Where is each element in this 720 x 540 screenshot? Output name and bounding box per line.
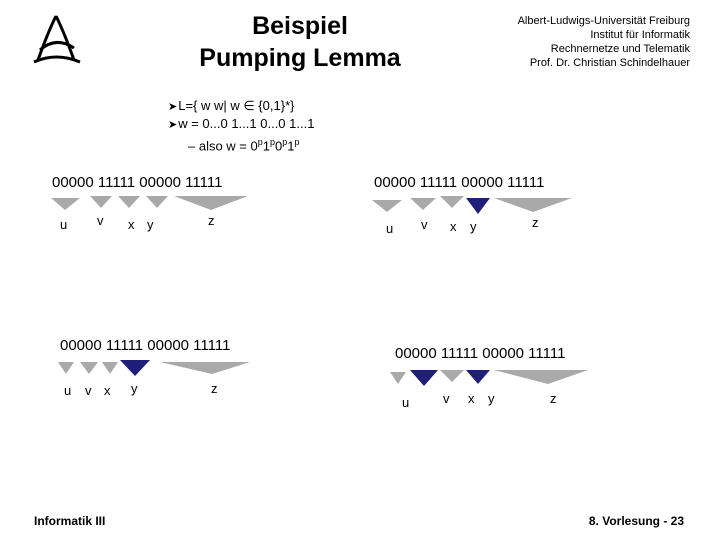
segment-v-marker xyxy=(80,362,98,374)
bullet-arrow-icon: ➤ xyxy=(168,100,178,113)
formula-exp: p xyxy=(257,137,263,147)
segment-u-marker xyxy=(58,362,74,374)
segment-z-marker xyxy=(160,362,250,374)
segment-x-marker xyxy=(102,362,118,374)
institution-line: Albert-Ludwigs-Universität Freiburg xyxy=(517,15,690,27)
diagram-1-string: 00000 11111 00000 11111 xyxy=(52,174,223,191)
segment-v-marker xyxy=(90,196,112,208)
diagram-4-string: 00000 11111 00000 11111 xyxy=(395,345,566,362)
footer-lecture: 8. Vorlesung - 23 xyxy=(588,514,684,528)
title-line-2: Pumping Lemma xyxy=(199,44,401,72)
institution-line: Prof. Dr. Christian Schindelhauer xyxy=(529,57,690,69)
segment-label-v: v xyxy=(85,383,92,398)
segment-v-marker xyxy=(410,198,436,210)
segment-label-y: y xyxy=(488,391,495,406)
segment-label-v: v xyxy=(97,213,104,228)
segment-x-marker xyxy=(440,370,464,382)
segment-x-marker xyxy=(118,196,140,208)
segment-label-x: x xyxy=(104,383,111,398)
segment-label-u: u xyxy=(402,395,410,410)
formula-0: 0 xyxy=(250,138,258,154)
footer-course: Informatik III xyxy=(34,514,106,528)
formula-exp: p xyxy=(270,137,276,147)
diagram-3-string: 00000 11111 00000 11111 xyxy=(60,337,231,354)
title-line-1: Beispiel xyxy=(252,12,348,40)
segment-label-z: z xyxy=(532,215,539,230)
formula-1: 1 xyxy=(287,138,295,154)
bullet-text: L={ w w| w ∈ {0,1}*} xyxy=(178,98,295,113)
segment-z-marker xyxy=(494,198,572,212)
institution-line: Institut für Informatik xyxy=(590,29,690,41)
segment-label-v: v xyxy=(443,391,450,406)
segment-label-x: x xyxy=(128,217,135,232)
segment-z-marker xyxy=(174,196,248,210)
segment-u-marker xyxy=(372,200,402,212)
segment-u-marker xyxy=(51,198,80,210)
segment-label-z: z xyxy=(208,213,215,228)
segment-y-marker xyxy=(120,360,150,376)
segment-x-marker xyxy=(440,196,464,208)
diagram-2-string: 00000 11111 00000 11111 xyxy=(374,174,545,191)
segment-label-x: x xyxy=(450,219,457,234)
segment-label-u: u xyxy=(60,217,68,232)
bullet-text: – also w = xyxy=(188,138,251,154)
segment-label-y: y xyxy=(470,219,477,234)
segment-label-z: z xyxy=(550,391,557,406)
segment-y-marker xyxy=(466,370,490,384)
segment-u-marker xyxy=(390,372,406,384)
segment-label-y: y xyxy=(131,381,138,396)
segment-y-marker xyxy=(466,198,490,214)
segment-y-marker xyxy=(146,196,168,208)
segment-label-z: z xyxy=(211,381,218,396)
segment-label-y: y xyxy=(147,217,154,232)
formula-1: 1 xyxy=(262,138,270,154)
segment-label-u: u xyxy=(64,383,72,398)
segment-label-x: x xyxy=(468,391,475,406)
segment-z-marker xyxy=(494,370,588,384)
segment-label-v: v xyxy=(421,217,428,232)
bullet-text: w = 0...0 1...1 0...0 1...1 xyxy=(178,116,315,131)
bullet-arrow-icon: ➤ xyxy=(168,118,178,131)
formula-exp: p xyxy=(294,137,300,147)
formula-exp: p xyxy=(282,137,288,147)
formula-0: 0 xyxy=(275,138,283,154)
institution-line: Rechnernetze und Telematik xyxy=(550,43,690,55)
segment-label-u: u xyxy=(386,221,394,236)
segment-v-marker xyxy=(410,370,438,386)
